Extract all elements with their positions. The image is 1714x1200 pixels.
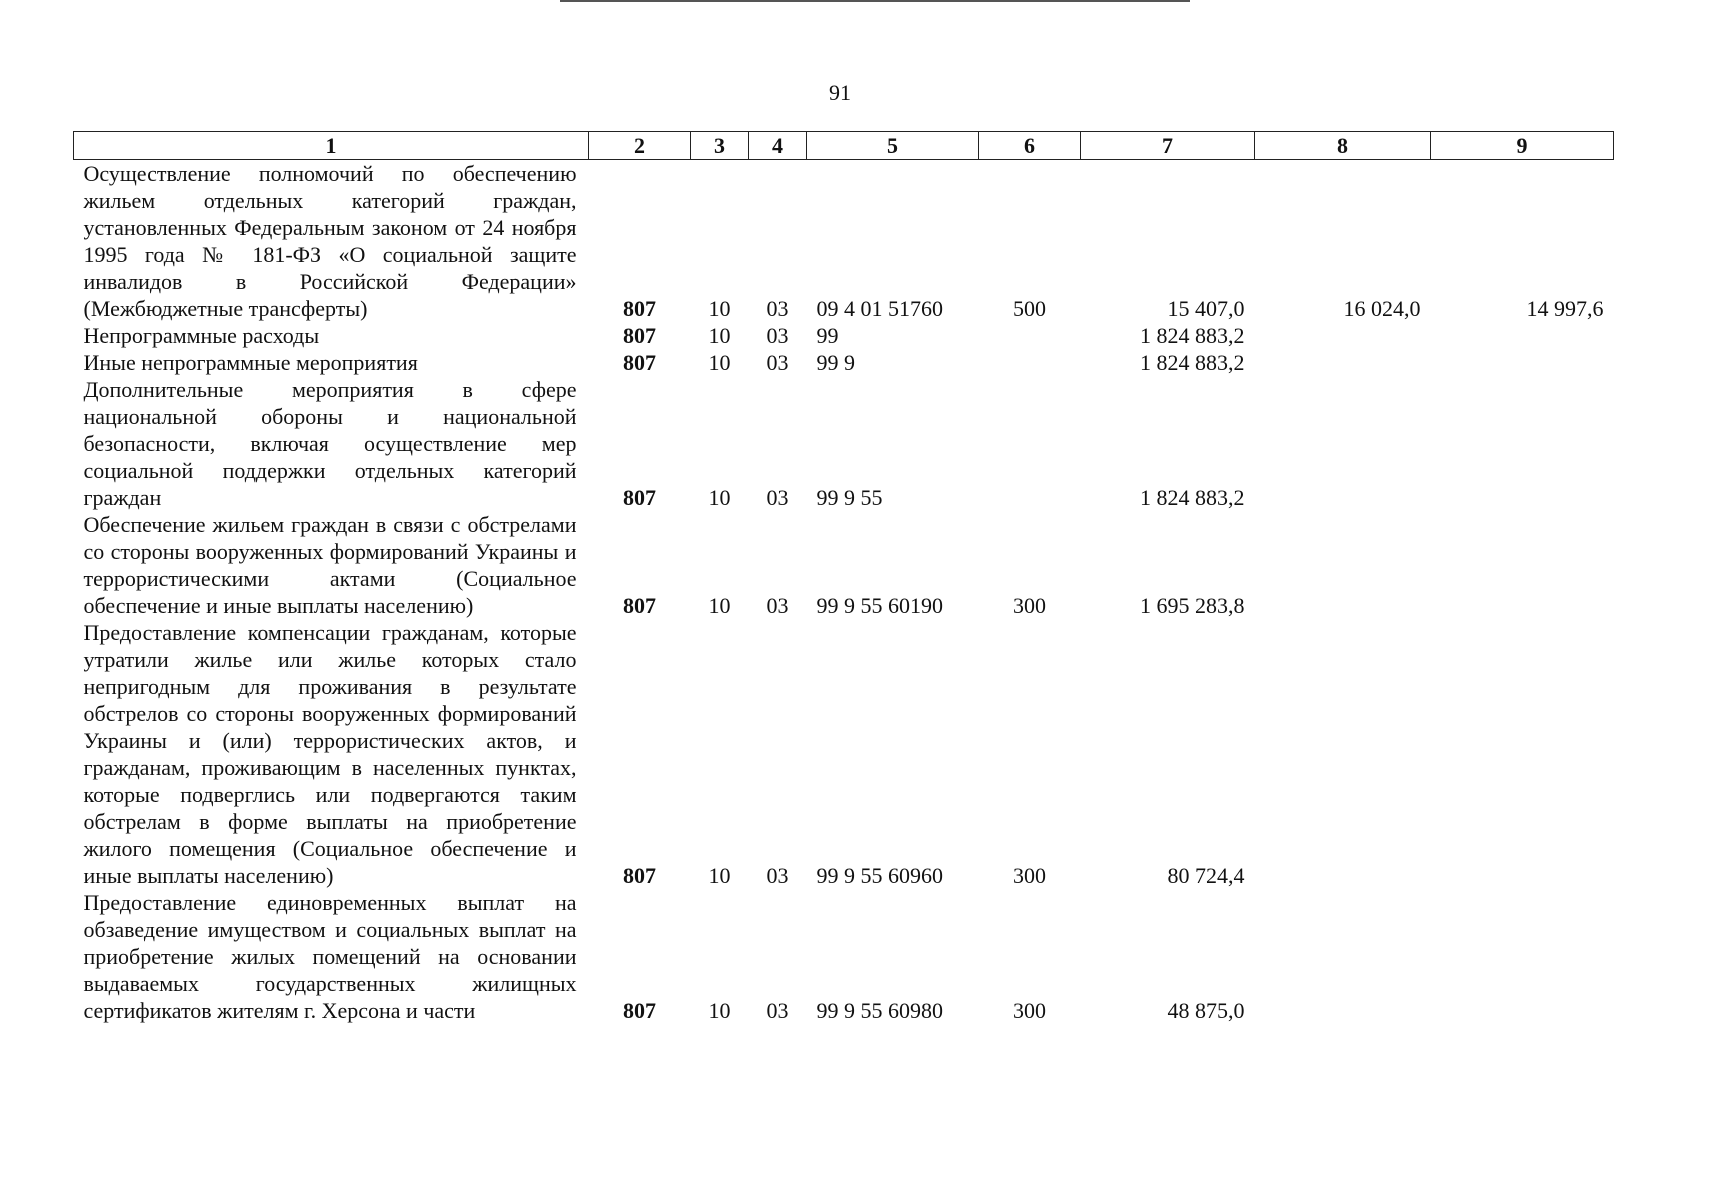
row-expense-type: 300 [1013,863,1046,888]
row-amount-2 [1255,889,1431,1024]
row-target-code: 99 9 [816,350,855,375]
row-subsection-code: 03 [766,323,789,348]
row-amount-2 [1255,322,1431,349]
row-target-code: 99 [816,323,839,348]
row-amount-3: 14 997,6 [1526,296,1604,321]
column-header: 6 [979,132,1081,160]
row-target-code: 99 9 55 60980 [816,998,943,1023]
column-header: 1 [74,132,589,160]
table-row [74,889,1614,1024]
column-header: 7 [1081,132,1255,160]
row-amount-2 [1255,619,1431,889]
table-row [74,322,1614,349]
budget-table [73,131,1614,1024]
row-amount-1: 15 407,0 [1167,296,1245,321]
row-subsection-code: 03 [766,485,789,510]
row-description: Обеспечение жильем граждан в связи с обстрелами со стороны вооруженных формирований Украины и террористическими актами (Социальное обеспечение и иные выплаты населению) [83,512,577,618]
row-description: Осуществление полномочий по обеспечению жильем отдельных категорий граждан, установленных Федеральным законом от 24 ноября 1995 года № 181-ФЗ «О социальной защите инвалидов в Российской Федерации» (Межбюджетные трансферты) [83,161,577,321]
row-description: Дополнительные мероприятия в сфере национальной обороны и национальной безопасности, включая осуществление мер социальной поддержки отдельных категорий граждан [83,377,577,510]
row-amount-2 [1255,376,1431,511]
row-amount-3 [1431,376,1614,511]
row-section-code: 10 [708,593,731,618]
row-ministry-code: 807 [623,593,656,618]
table-row [74,160,1614,323]
column-header: 9 [1431,132,1614,160]
row-section-code: 10 [708,350,731,375]
row-amount-3 [1431,349,1614,376]
row-ministry-code: 807 [623,323,656,348]
table-row [74,349,1614,376]
row-amount-3 [1431,619,1614,889]
row-amount-3 [1431,889,1614,1024]
row-description: Предоставление единовременных выплат на обзаведение имуществом и социальных выплат на приобретение жилых помещений на основании выдаваемых государственных жилищных сертификатов жителям г. Херсона и части [83,890,577,1023]
row-ministry-code: 807 [623,350,656,375]
row-amount-2 [1255,349,1431,376]
row-target-code: 99 9 55 60960 [816,863,943,888]
row-target-code: 99 9 55 [816,485,883,510]
row-subsection-code: 03 [766,296,789,321]
row-subsection-code: 03 [766,998,789,1023]
row-amount-1: 1 695 283,8 [1140,593,1245,618]
row-description: Непрограммные расходы [83,323,320,348]
table-row [74,619,1614,889]
row-expense-type [979,349,1081,376]
row-amount-1: 48 875,0 [1167,998,1245,1023]
column-header: 2 [589,132,691,160]
row-ministry-code: 807 [623,296,656,321]
row-amount-2 [1255,511,1431,619]
row-expense-type: 300 [1013,998,1046,1023]
row-amount-1: 1 824 883,2 [1140,323,1245,348]
row-target-code: 99 9 55 60190 [816,593,943,618]
row-description: Иные непрограммные мероприятия [83,350,418,375]
row-amount-1: 1 824 883,2 [1140,485,1245,510]
row-ministry-code: 807 [623,863,656,888]
column-header: 4 [749,132,807,160]
row-target-code: 09 4 01 51760 [816,296,943,321]
row-amount-3 [1431,322,1614,349]
row-ministry-code: 807 [623,998,656,1023]
column-header: 5 [807,132,979,160]
row-amount-1: 1 824 883,2 [1140,350,1245,375]
row-expense-type: 500 [1013,296,1046,321]
row-description: Предоставление компенсации гражданам, которые утратили жилье или жилье которых стало непригодным для проживания в результате обстрелов со стороны вооруженных формирований Украины и (или) террористических актов, и гражданам, проживающим в населенных пунктах, которые подверглись или подвергаются таким обстрелам в форме выплаты на приобретение жилого помещения (Социальное обеспечение и иные выплаты населению) [83,620,577,888]
row-expense-type: 300 [1013,593,1046,618]
top-rule [560,0,1190,2]
row-expense-type [979,376,1081,511]
row-section-code: 10 [708,863,731,888]
row-subsection-code: 03 [766,350,789,375]
row-section-code: 10 [708,998,731,1023]
row-amount-2: 16 024,0 [1343,296,1421,321]
row-section-code: 10 [708,296,731,321]
row-subsection-code: 03 [766,593,789,618]
row-amount-1: 80 724,4 [1167,863,1245,888]
row-section-code: 10 [708,485,731,510]
row-amount-3 [1431,511,1614,619]
table-row [74,511,1614,619]
row-subsection-code: 03 [766,863,789,888]
column-header: 8 [1255,132,1431,160]
row-ministry-code: 807 [623,485,656,510]
column-header: 3 [691,132,749,160]
page-number: 91 [829,80,851,105]
row-section-code: 10 [708,323,731,348]
header-row [74,132,1614,160]
row-expense-type [979,322,1081,349]
table-row [74,376,1614,511]
